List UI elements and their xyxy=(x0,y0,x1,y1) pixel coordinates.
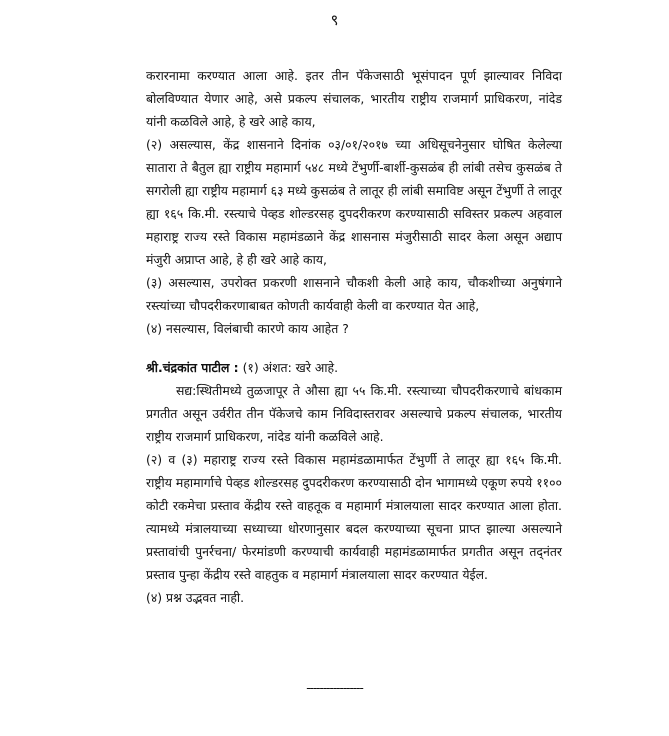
answer-part-2-3: (२) व (३) महाराष्ट्र राज्य रस्ते विकास महामंडळामार्फत टेंभुर्णी ते लातूर ह्या १६५ कि.मी. राष्ट्रीय महामार्गाचे पेव्हड शोल्डरसह दुपदरीकरण करण्यासाठी दोन भागामध्ये एकूण रुपये ११०० कोटी रकमेचा प्रस्ताव केंद्रीय रस्ते वाहतूक व महामार्ग मंत्रालयाला सादर करण्यात आला होता. त्यामध्ये मंत्रालयाच्या सध्याच्या धोरणानुसार बदल करण्याच्या सूचना प्राप्त झाल्या असल्याने प्रस्तावांची पुनर्रचना/ फेरमांडणी करण्याची कार्यवाही महामंडळामार्फत प्रगतीत असून तद्नंतर प्रस्ताव पुन्हा केंद्रीय रस्ते वाहतुक व महामार्ग मंत्रालयाला सादर करण्यात येईल. xyxy=(146,452,562,582)
document-body xyxy=(146,64,562,609)
page-number: ९ xyxy=(330,11,339,29)
answer-part-4: (४) प्रश्न उद्भवत नाही. xyxy=(146,590,245,605)
answer-status-paragraph: सद्य:स्थितीमध्ये तुळजापूर ते औसा ह्या ५५ कि.मी. रस्त्याच्या चौपदरीकरणाचे बांधकाम प्रगतीत असून उर्वरीत तीन पॅकेजचे काम निविदास्तरावर असल्याचे प्रकल्प संचालक, भारतीय राष्ट्रीय राजमार्ग प्राधिकरण, नांदेड यांनी कळविले आहे. xyxy=(146,383,562,444)
answer-first-line xyxy=(146,356,562,379)
question-part-2: (२) असल्यास, केंद्र शासनाने दिनांक ०३/०१/२०१७ च्या अधिसूचनेनुसार घोषित केलेल्या सातारा ते बैतुल ह्या राष्ट्रीय महामार्ग ५४८ मध्ये टेंभुर्णी-बार्शी-कुसळंब ही लांबी तसेच कुसळंब ते सगरोली ह्या राष्ट्रीय महामार्ग ६३ मध्ये कुसळंब ते लातूर ही लांबी समाविष्ट असून टेंभुर्णी ते लातूर ह्या १६५ कि.मी. रस्त्याचे पेव्हड शोल्डरसह दुपदरीकरण करण्यासाठी सविस्तर प्रकल्प अहवाल महाराष्ट्र राज्य रस्ते विकास महामंडळाने केंद्र शासनास मंजुरीसाठी सादर केला असून अद्याप मंजुरी अप्राप्त आहे, हे ही खरे आहे काय, xyxy=(146,137,562,267)
question-part-1-text: करारनामा करण्यात आला आहे. इतर तीन पॅकेजसाठी भूसंपादन पूर्ण झाल्यावर निविदा बोलविण्यात येणार आहे, असे प्रकल्प संचालक, भारतीय राष्ट्रीय राजमार्ग प्राधिकरण, नांदेड यांनी कळविले आहे, हे खरे आहे काय, xyxy=(146,68,562,129)
question-part-3: (३) असल्यास, उपरोक्त प्रकरणी शासनाने चौकशी केली आहे काय, चौकशीच्या अनुषंगाने रस्त्यांच्या चौपदरीकरणाबाबत कोणती कार्यवाही केली वा करण्यात येत आहे, xyxy=(146,275,562,313)
section-gap xyxy=(146,340,562,356)
question-part-4: (४) नसल्यास, विलंबाची कारणे काय आहेत ? xyxy=(146,321,349,336)
minister-name: श्री.चंद्रकांत पाटील : xyxy=(146,360,239,375)
end-separator: ----------------- xyxy=(306,681,363,695)
answer-part-1: (१) अंशत: खरे आहे. xyxy=(242,360,339,375)
